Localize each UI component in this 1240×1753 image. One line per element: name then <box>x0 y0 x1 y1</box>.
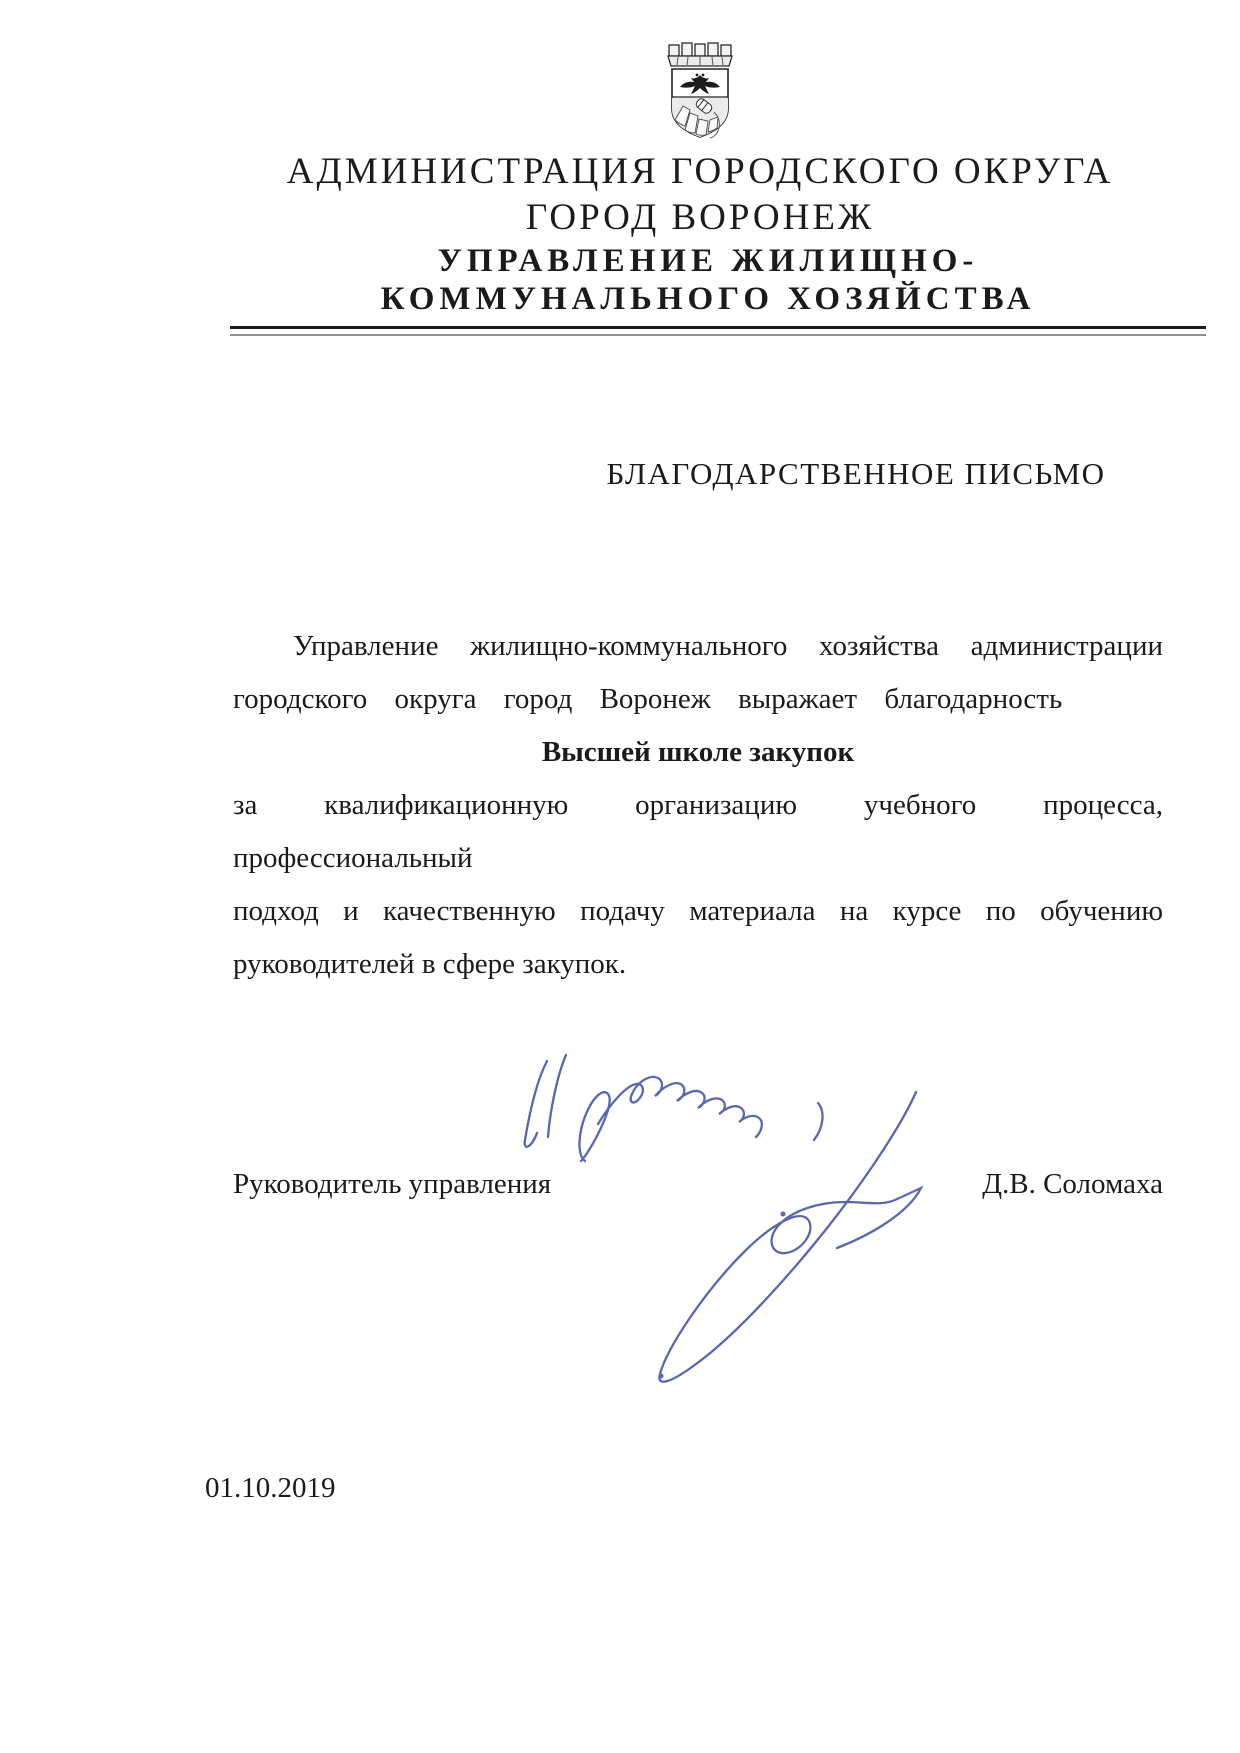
signer-name: Д.В. Соломаха <box>982 1168 1163 1200</box>
body-line: руководителей в сфере закупок. <box>233 948 627 980</box>
coat-of-arms-icon <box>664 42 736 140</box>
recipient-name: Высшей школе закупок <box>541 736 855 768</box>
letterhead-divider-bottom <box>230 334 1206 336</box>
signature-row <box>233 1168 1163 1201</box>
signature-flourish <box>659 1092 922 1382</box>
signer-position: Руководитель управления <box>233 1168 552 1200</box>
org-name-line1: АДМИНИСТРАЦИЯ ГОРОДСКОГО ОКРУГА <box>286 151 1114 192</box>
body-line: городского округа город Воронеж выражает благодарность <box>233 683 1063 715</box>
body-line: за квалификационную организацию учебного процесса, профессиональный <box>233 789 1163 874</box>
letter-body <box>233 620 1163 991</box>
document-title: БЛАГОДАРСТВЕННОЕ ПИСЬМО <box>606 456 1106 491</box>
department-line1: УПРАВЛЕНИЕ ЖИЛИЩНО- <box>437 243 979 279</box>
body-line: Управление жилищно-коммунального хозяйства администрации <box>293 630 1163 662</box>
department-line2: КОММУНАЛЬНОГО ХОЗЯЙСТВА <box>380 281 1036 317</box>
body-line: подход и качественную подачу материала на курсе по обучению <box>233 895 1163 927</box>
letterhead-divider-top <box>230 326 1206 329</box>
document-date: 01.10.2019 <box>205 1472 336 1504</box>
org-name-line2: ГОРОД ВОРОНЕЖ <box>525 197 875 238</box>
handwritten-closing <box>525 1055 823 1161</box>
